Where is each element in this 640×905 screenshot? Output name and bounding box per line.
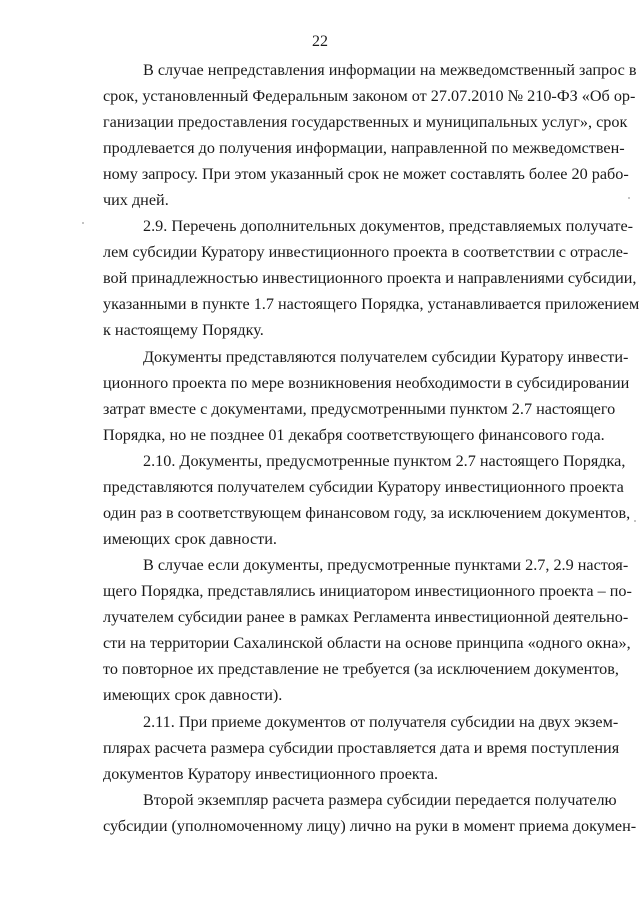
text-line: документов Куратору инвестиционного проекта. bbox=[103, 765, 439, 783]
text-line: лем субсидии Куратору инвестиционного проекта в соответствии с отрасле- bbox=[103, 243, 629, 261]
text-line: представляются получателем субсидии Куратору инвестиционного проекта bbox=[103, 478, 624, 496]
page-number: 22 bbox=[312, 33, 328, 50]
text-line: то повторное их представление не требуется (за исключением документов, bbox=[103, 660, 619, 678]
text-line: один раз в соответствующем финансовом году, за исключением документов, bbox=[103, 504, 631, 522]
text-line: имеющих срок давности). bbox=[103, 686, 283, 704]
text-line: плярах расчета размера субсидии проставляется дата и время поступления bbox=[103, 739, 620, 757]
text-line: ному запросу. При этом указанный срок не может составлять более 20 рабо- bbox=[103, 165, 629, 183]
text-line: ционного проекта по мере возникновения необходимости в субсидировании bbox=[103, 374, 630, 392]
text-line: лучателем субсидии ранее в рамках Регламента инвестиционной деятельно- bbox=[103, 608, 629, 626]
text-line: срок, установленный Федеральным законом от 27.07.2010 № 210-ФЗ «Об ор- bbox=[103, 87, 636, 105]
text-line: вой принадлежностью инвестиционного проекта и направлениями субсидии, bbox=[103, 269, 637, 287]
text-line: В случае непредставления информации на межведомственный запрос в bbox=[143, 61, 637, 79]
text-line: Порядка, но не позднее 01 декабря соответствующего финансового года. bbox=[103, 426, 605, 444]
text-line: В случае если документы, предусмотренные пунктами 2.7, 2.9 настоя- bbox=[143, 556, 629, 574]
text-line: щего Порядка, представлялись инициатором инвестиционного проекта – по- bbox=[103, 582, 632, 600]
scan-speck bbox=[628, 197, 630, 199]
text-line: 2.10. Документы, предусмотренные пунктом 2.7 настоящего Порядка, bbox=[143, 452, 626, 470]
text-line: указанными в пункте 1.7 настоящего Порядка, устанавливается приложением bbox=[103, 295, 640, 313]
text-line: Второй экземпляр расчета размера субсидии передается получателю bbox=[143, 791, 617, 809]
text-line: к настоящему Порядку. bbox=[103, 321, 264, 339]
scan-speck bbox=[82, 222, 84, 224]
scan-speck bbox=[634, 520, 636, 522]
text-line: 2.9. Перечень дополнительных документов, представляемых получате- bbox=[143, 217, 634, 235]
text-line: продлевается до получения информации, направленной по межведомствен- bbox=[103, 139, 625, 157]
text-line: Документы представляются получателем субсидии Куратору инвести- bbox=[143, 348, 629, 366]
text-line: сти на территории Сахалинской области на основе принципа «одного окна», bbox=[103, 634, 631, 652]
text-line: ганизации предоставления государственных и муниципальных услуг», срок bbox=[103, 113, 628, 131]
text-line: субсидии (уполномоченному лицу) лично на руки в момент приема докумен- bbox=[103, 817, 637, 835]
text-line: 2.11. При приеме документов от получателя субсидии на двух экзем- bbox=[143, 713, 619, 731]
text-line: затрат вместе с документами, предусмотренными пунктом 2.7 настоящего bbox=[103, 400, 616, 418]
text-line: имеющих срок давности. bbox=[103, 530, 277, 548]
text-line: чих дней. bbox=[103, 191, 169, 209]
